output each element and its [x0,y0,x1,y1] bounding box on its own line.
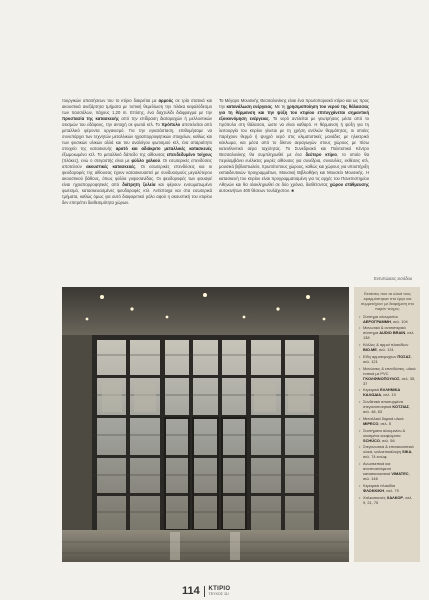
article-left-column [62,98,212,206]
sidebar-intro: Εκτάσεις που τα υλικά τους εφαρμόστηκαν στο έργο και συμμετέχουν με διαφήμιση στο παρόν τεύχος: [360,291,415,311]
bullet-icon: • [359,444,361,450]
supplier-brand: VIMATEC [391,471,409,476]
supplier-item [359,400,416,415]
supplier-brand: BIO.ME [363,347,377,353]
magazine-issue: ΤΕΥΧΟΣ 11Ι [208,592,229,596]
supplier-item [359,388,416,398]
article-text-segment: Το Μέγαρο Μουσικής Θεσσαλονίκης είναι ένα πρωτοποριακό κτίριο και ως προς την [219,98,369,109]
supplier-page-ref: , σελ. 146 [363,471,410,481]
supplier-item [359,462,416,482]
supplier-item [359,417,416,427]
article-text-segment: αποτελείται από μεταλλικό φέροντα οργανισμό. Για την εγκατάσταση, επιθυμήσαμε να συνυπάρχει των τεχνητών μεταλλικών ηχοαπορροφητικών στοιχείων, καθώς και των φυσικών υλικών αλλά και του αναλόγου φωτισμού κτλ, ένα απαραίτητο στοιχείο της κατασκευής [62,122,212,151]
supplier-description: Κεραμικά [363,387,381,393]
article-text-segment: Η θέρμανση ή ψύξη για τη λειτουργία του κτιρίου γίνεται με τη χρήση αντλιών θερμότητας, οι οποίες παρέχουν θερμό ή ψυχρό νερό στις κλιματιστικές μονάδες με ηλεκτρικό κύκλωμα, και μέσα από το δίκτυο αεραγωγών στους χώρους με πίσω κατευθυντικό αέρα ταχύτητας. [219,122,369,151]
article-text-segment: . Με τη [272,104,287,109]
supplier-description: Ανωσκεπικά και αναπτυσσόμενα κατασκευαστικά [363,461,392,476]
supplier-brand: ΑΕΡΟΓΡΑΜΜΗ [363,318,391,324]
footer-divider [204,586,205,597]
article-right-text [219,98,369,194]
article-text-segment: (πλάκες), ενώ ο στεγαστής είναι με [62,158,132,163]
bullet-icon: • [359,461,361,467]
supplier-page-ref: , σελ. 79 [384,487,399,493]
magazine-title: ΚΤΙΡΙΟ [208,586,231,592]
article-highlight: αρμούς [158,98,174,103]
article-highlight: ακουστικές κατασκευές [86,164,136,169]
bullet-icon: • [359,482,361,488]
supplier-page-ref: , σελ. 9, 21, 75 [363,494,413,505]
supplier-brand: ΦΛΟΚΚΙΚΗ [363,487,385,493]
supplier-item [359,326,416,341]
supplier-item [359,496,416,506]
supplier-page-ref: , σελ. 5 [378,420,391,426]
supplier-item [359,343,416,353]
article-text-segment: έξωμοιωμένο κτλ. Το μεταλλικό δάπεδο της αίθουσας [62,152,167,157]
supplier-description: Μονωτικό & ανισιστερικό σύστημα [363,325,406,336]
supplier-brand: ΚΟΤΖΙΑΣ [392,404,410,410]
supplier-page-ref: , σελ. 131 [376,347,394,353]
supplier-page-ref: , σελ. 104 [390,318,408,324]
supplier-brand: ΕΛΛΗΝΙΚΑ ΚΑΛΩΔΙΑ [363,387,401,398]
supplier-item [359,355,416,365]
supplier-page-ref: , σελ. 35, 37 [363,375,416,386]
supplier-brand: SCHÜCO [363,437,380,443]
supplier-item [359,429,416,444]
bullet-icon: • [359,342,361,348]
bullet-icon: • [359,325,361,331]
article-text-segment: από την επίδραση διαταραχών ή μελλοντικών σεισμών του εδάφους, την αντοχή σε φωτιά κτλ. [62,116,212,127]
article-text-segment: Το [153,122,162,127]
article-text-segment: . Οι εσωτερικές επενδύσεις αποτελούν [62,158,212,169]
supplier-brand: ΧΑΛΚΟΡ [386,494,404,500]
bullet-icon: • [359,494,361,500]
entrance-photo [62,287,349,562]
supplier-brand: ΠΟΣΑΣ [397,353,411,359]
supplier-description: Είδη αρμοτεμαχίων [363,353,398,359]
supplier-brand: AUDIO BRAIN [379,330,406,336]
supplier-description: Συνθετικά αποσυρμένα στεγανοποιητικά [363,399,403,410]
article-highlight: πρόπυλο [161,122,181,127]
bullet-icon: • [359,399,361,405]
bullet-icon: • [359,387,361,393]
supplier-description: Στεγανωτικά & επισκευαστικά υλικά, υαλοεπικάλυψη [363,444,414,455]
supplier-brand: SIKA [402,449,412,455]
article-text-segment: ■ [290,188,294,193]
article-text-segment: αυτοκινήτων 400 θέσεων τουλάχιστον. [219,188,291,193]
supplier-page-ref: , σελ. 48, 63 [363,404,411,415]
supplier-list [359,315,416,506]
supplier-description: Μεταλλικά δομικά υλικά [363,415,404,421]
article-right-column [219,98,369,194]
supplier-description: Κεραμικά πλακίδια [363,482,396,488]
article-text-segment: , το οποίο θα περιλαμβάνει ευέλικτες μικρές αίθουσες για συνέδρια, συναυλίες, εκθέσεις κτλ, μουσικό βιβλιοπωλείο, πρωτότυπους χώρους, καθώς και χώρους για υποστήριξη εκπαιδευτικών προγραμμάτων, Μουσική Βιβλιοθήκη και Μουσείο Μουσικής. Η κατασκευή του κτιρίου είναι προγραμματισμένη για τις αρχές του Πανεπιστημίου Αθηνών και θα ολοκληρωθεί σε δύο χρόνια, διαθέτοντας [219,152,369,187]
article-highlight: χρησιμοποίηση του νερού της θάλασσας για τη θέρμανση και την ψύξη του κτιρίου επιτυγχάνεται σημαντική εξοικονόμηση ενέργειας [219,104,369,121]
article-highlight: επενδεδυμένο τοίχους [166,152,213,157]
bullet-icon: • [359,415,361,421]
supplier-page-ref: , σελ. 56 [379,437,395,443]
supplier-description: Χαλκοσκευές [363,494,387,500]
supplier-item [359,315,416,325]
article-left-text [62,98,212,206]
glass-door-illustration [62,287,349,562]
supplier-page-ref: , σελ. 19 [381,392,396,398]
article-highlight: προστασία της κατασκευής [62,116,120,121]
supplier-page-ref: , σελ. 138 [363,330,415,341]
supplier-page-ref: , σελ. 74 εσώφ. [363,449,413,460]
supplier-description: Μονώσεις & επενδύσεις, υλικά τοπικά με PVC [363,365,416,376]
supplier-item [359,484,416,494]
supplier-brand: ΓΚΟΛΦΙΝΟΠΟΥΛΟΣ [363,375,400,381]
bullet-icon: • [359,427,361,433]
bullet-icon: • [359,313,361,319]
article-highlight: δεύτερο κτίριο [305,152,337,157]
photo-caption: Εντυπώσεις εισόδου [374,276,413,281]
bullet-icon: • [359,365,361,371]
supplier-sidebar [354,287,420,562]
article-highlight: χώρου στάθμευσης [329,182,369,187]
supplier-brand: MIPECO [363,420,379,426]
article-highlight: φύλλο χαλκού [131,158,161,163]
supplier-description: Κόλλες & αρμοί πλακιδίων [363,342,409,348]
supplier-page-ref: , σελ. 121 [363,353,412,364]
bullet-icon: • [359,353,361,359]
article-highlight: κατανάλωση ενέργειας [226,104,273,109]
supplier-item [359,445,416,460]
page-number: 114 [182,585,200,597]
article-text-segment: σε τρία στατικά και ακουστικά ανεξάρτητα τμήματα με τυπική θεμελίωση την πλάκα κεφαλόδεσμο των πασσάλων, πάχους 1,20 m. Επίσης, ένα δαχτυλίδι διάφραγμα με την [62,98,212,115]
article-text-segment: . Το νερό αντλείται με γεωτρήσεις μέσα από το πρόπυλο στη θάλασσα, ώστε να είναι καθαρό. [219,116,369,127]
article-text-segment: . Οι εσωτερικές επενδύσεις και οι ψευδοροφές της αίθουσας έχουν κατασκευαστεί με συνδυασμούς μεγαλύτερου ακουστικού βάθους, όπως φύλλα γυψοσανίδας. Οι ψευδοροφές των φουαγιέ είναι ηχοαπορροφητικές από [62,164,212,187]
article-text-segment: τουργικών απαιτήσεων του το κτίριο διαιρείται με [62,98,159,103]
page-footer [182,579,230,597]
supplier-description: Συστήματα αλουμινίου & οικισμένα κουφώματα [363,427,406,438]
magazine-mark [209,587,231,597]
article-highlight: διάτρητη ξυλεία [122,182,156,187]
article-highlight: αρατό και αδιάκριτο μεταλλικές κατασκευές [115,146,213,151]
article-text-segment: και φέρουν ενσωματωμένο φωτισμό, κατασκευασμένες ψευδοροφές κτλ. Αντίστοιχα και στα εσωτερικά τμήματα, καθώς όμως για αυτό διαφορετικό ρόλο αφού η ακουστική του κτιρίου δεν επιτρέπει διαθεσιμότητα χώρων. [62,182,212,205]
supplier-description: Σύστημα αλουμινίου [363,313,398,319]
supplier-item [359,367,416,387]
article-text-segment: Το Συνεδριακό και Πολιτιστικό Κέντρο Θεσσαλονίκης θα συμπληρωθεί με ένα [219,146,369,157]
